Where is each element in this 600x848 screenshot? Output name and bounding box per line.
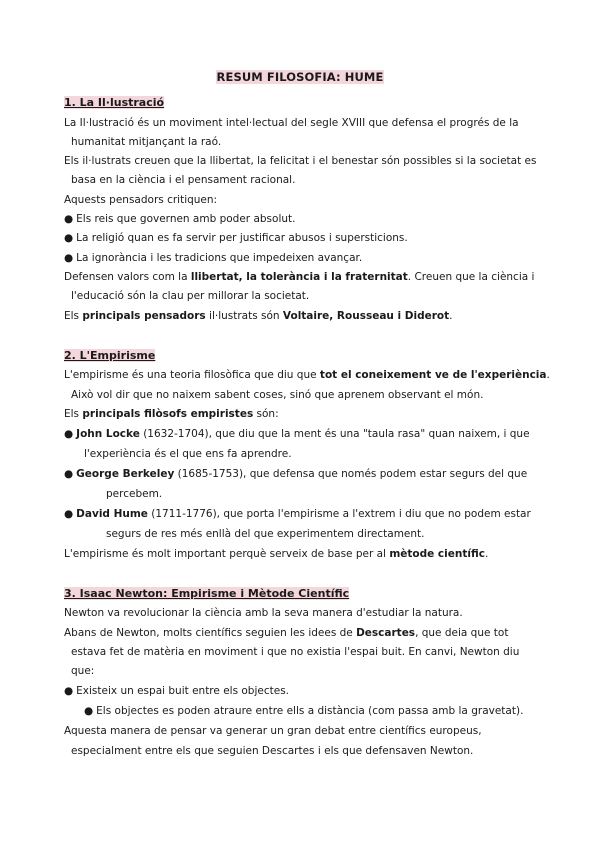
list-item: ● La religió quan es fa servir per justificar abusos i supersticions. (64, 232, 408, 244)
bullet-icon: ● (64, 252, 74, 264)
section-heading-newton: 3. Isaac Newton: Empirisme i Mètode Científic (64, 587, 350, 600)
paragraph-line: L'empirisme és una teoria filosòfica que diu que tot el coneixement ve de l'experiència. (64, 369, 550, 381)
document-title: RESUM FILOSOFIA: HUME (216, 70, 384, 84)
paragraph-line: basa en la ciència i el pensament racional. (71, 174, 296, 186)
paragraph-line: Els principals pensadors il·lustrats són Voltaire, Rousseau i Diderot. (64, 310, 453, 322)
paragraph-line: Aquesta manera de pensar va generar un gran debat entre científics europeus, (64, 725, 482, 737)
paragraph-line: Defensen valors com la llibertat, la tolerància i la fraternitat. Creuen que la ciència i (64, 271, 535, 283)
paragraph-line: estava fet de matèria en moviment i que no existia l'espai buit. En canvi, Newton diu (71, 646, 520, 658)
bullet-icon: ● (84, 705, 94, 717)
list-item: ● John Locke (1632-1704), que diu que la ment és una "taula rasa" quan naixem, i que (64, 428, 530, 440)
paragraph-line: La Il·lustració és un moviment intel·lectual del segle XVIII que defensa el progrés de la (64, 117, 519, 129)
list-item: ● Existeix un espai buit entre els objectes. (64, 685, 290, 697)
bullet-icon: ● (64, 213, 74, 225)
section-heading-empirisme: 2. L'Empirisme (64, 349, 156, 362)
bullet-icon: ● (64, 428, 74, 440)
paragraph-line: Els il·lustrats creuen que la llibertat, la felicitat i el benestar són possibles si la societat es (64, 155, 537, 167)
bullet-icon: ● (64, 232, 74, 244)
paragraph-line: Newton va revolucionar la ciència amb la seva manera d'estudiar la natura. (64, 607, 463, 619)
paragraph-line: humanitat mitjançant la raó. (71, 136, 222, 148)
bullet-icon: ● (64, 508, 74, 520)
bullet-icon: ● (64, 468, 74, 480)
paragraph-line: L'empirisme és molt important perquè serveix de base per al mètode científic. (64, 548, 489, 560)
paragraph-line: segurs de res més enllà del que experimentem directament. (106, 528, 425, 540)
paragraph-line: l'experiència és el que ens fa aprendre. (84, 448, 292, 460)
paragraph-line: que: (71, 665, 95, 677)
list-item: ● La ignorància i les tradicions que impedeixen avançar. (64, 252, 363, 264)
list-item: ● Els reis que governen amb poder absolut. (64, 213, 296, 225)
section-heading-illustracio: 1. La Il·lustració (64, 96, 165, 109)
bullet-icon: ● (64, 685, 74, 697)
paragraph-line: percebem. (106, 488, 163, 500)
paragraph-line: especialment entre els que seguien Descartes i els que defensaven Newton. (71, 745, 474, 757)
paragraph-line: l'educació són la clau per millorar la societat. (71, 290, 310, 302)
paragraph-line: Abans de Newton, molts científics seguien les idees de Descartes, que deia que tot (64, 627, 509, 639)
paragraph-line: Aquests pensadors critiquen: (64, 194, 218, 206)
list-item: ● David Hume (1711-1776), que porta l'empirisme a l'extrem i diu que no podem estar (64, 508, 531, 520)
list-item: ● Els objectes es poden atraure entre ells a distància (com passa amb la gravetat). (84, 705, 524, 717)
paragraph-line: Això vol dir que no naixem sabent coses, sinó que aprenem observant el món. (71, 389, 484, 401)
list-item: ● George Berkeley (1685-1753), que defensa que només podem estar segurs del que (64, 468, 528, 480)
paragraph-line: Els principals filòsofs empiristes són: (64, 408, 279, 420)
